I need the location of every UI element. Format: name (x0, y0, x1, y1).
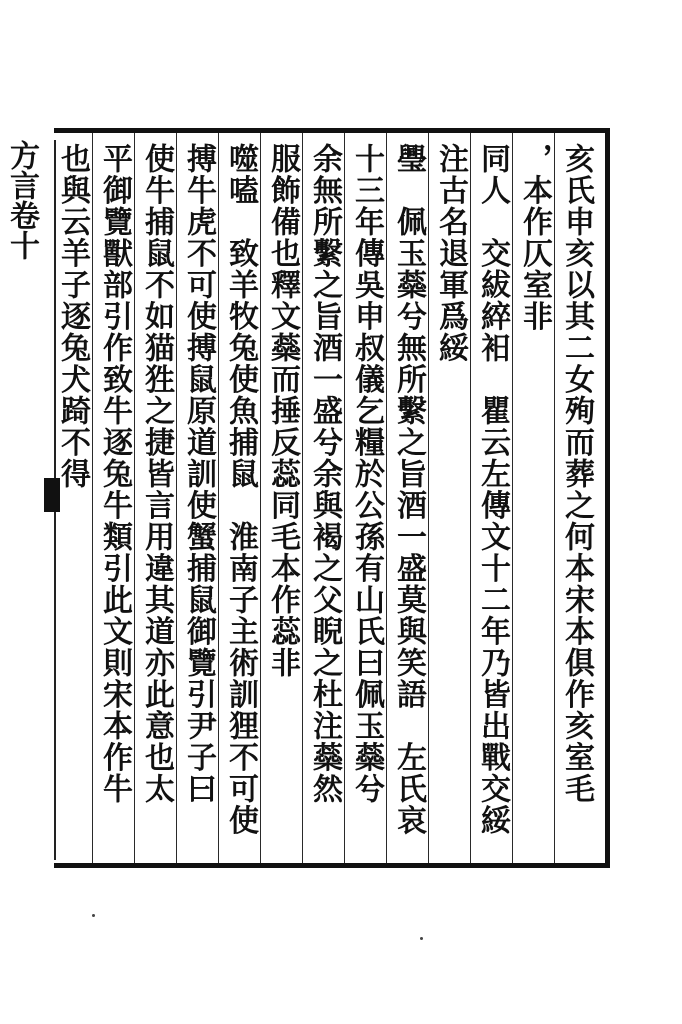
column-rule (386, 133, 387, 863)
book-edge-title: 方言卷十 (4, 140, 39, 260)
text-column-7: 余無所繫之旨酒一盛兮余與褐之父睨之杜注蘂然 (307, 143, 342, 805)
text-column-8: 服飾備也釋文蘂而捶反蕊同毛本作蕊非 (265, 143, 300, 679)
text-frame (54, 128, 610, 868)
column-rule (554, 133, 555, 863)
column-rule (428, 133, 429, 863)
text-column-1: 亥氏申亥以其二女殉而葬之何本宋本俱作亥室毛 (559, 143, 594, 805)
column-rule (470, 133, 471, 863)
text-column-13: 也與云羊子逐兔犬踦不得 (55, 143, 90, 490)
text-column-5: 璺 佩玉蘂兮無所繫之旨酒一盛莫與笑語 左氏哀 (391, 143, 426, 836)
text-column-2: ，本作仄室非 (517, 143, 552, 332)
text-column-10: 搏牛虎不可使搏鼠原道訓使蟹捕鼠御覽引尹子曰 (181, 143, 216, 805)
text-column-3: 同人 交紱綷衵 瞿云左傳文十二年乃皆出戰交綏 (475, 143, 510, 836)
column-rule (302, 133, 303, 863)
column-rule (260, 133, 261, 863)
column-rule (134, 133, 135, 863)
text-column-12: 平御覽獸部引作致牛逐兔牛類引此文則宋本作牛 (97, 143, 132, 805)
print-speck (92, 914, 95, 917)
text-column-9: 噬嗑 致羊牧兔使魚捕鼠 淮南子主術訓狸不可使 (223, 143, 258, 836)
text-column-4: 注古名退軍爲綏 (433, 143, 468, 364)
text-column-11: 使牛捕鼠不如猫狌之捷皆言用違其道亦此意也太 (139, 143, 174, 805)
print-speck (420, 937, 423, 940)
column-rule (344, 133, 345, 863)
column-rule (218, 133, 219, 863)
column-rule (176, 133, 177, 863)
left-page-edge (0, 140, 58, 860)
text-column-6: 十三年傳吳申叔儀乞糧於公孫有山氏曰佩玉蘂兮 (349, 143, 384, 805)
column-rule (92, 133, 93, 863)
column-rule (512, 133, 513, 863)
